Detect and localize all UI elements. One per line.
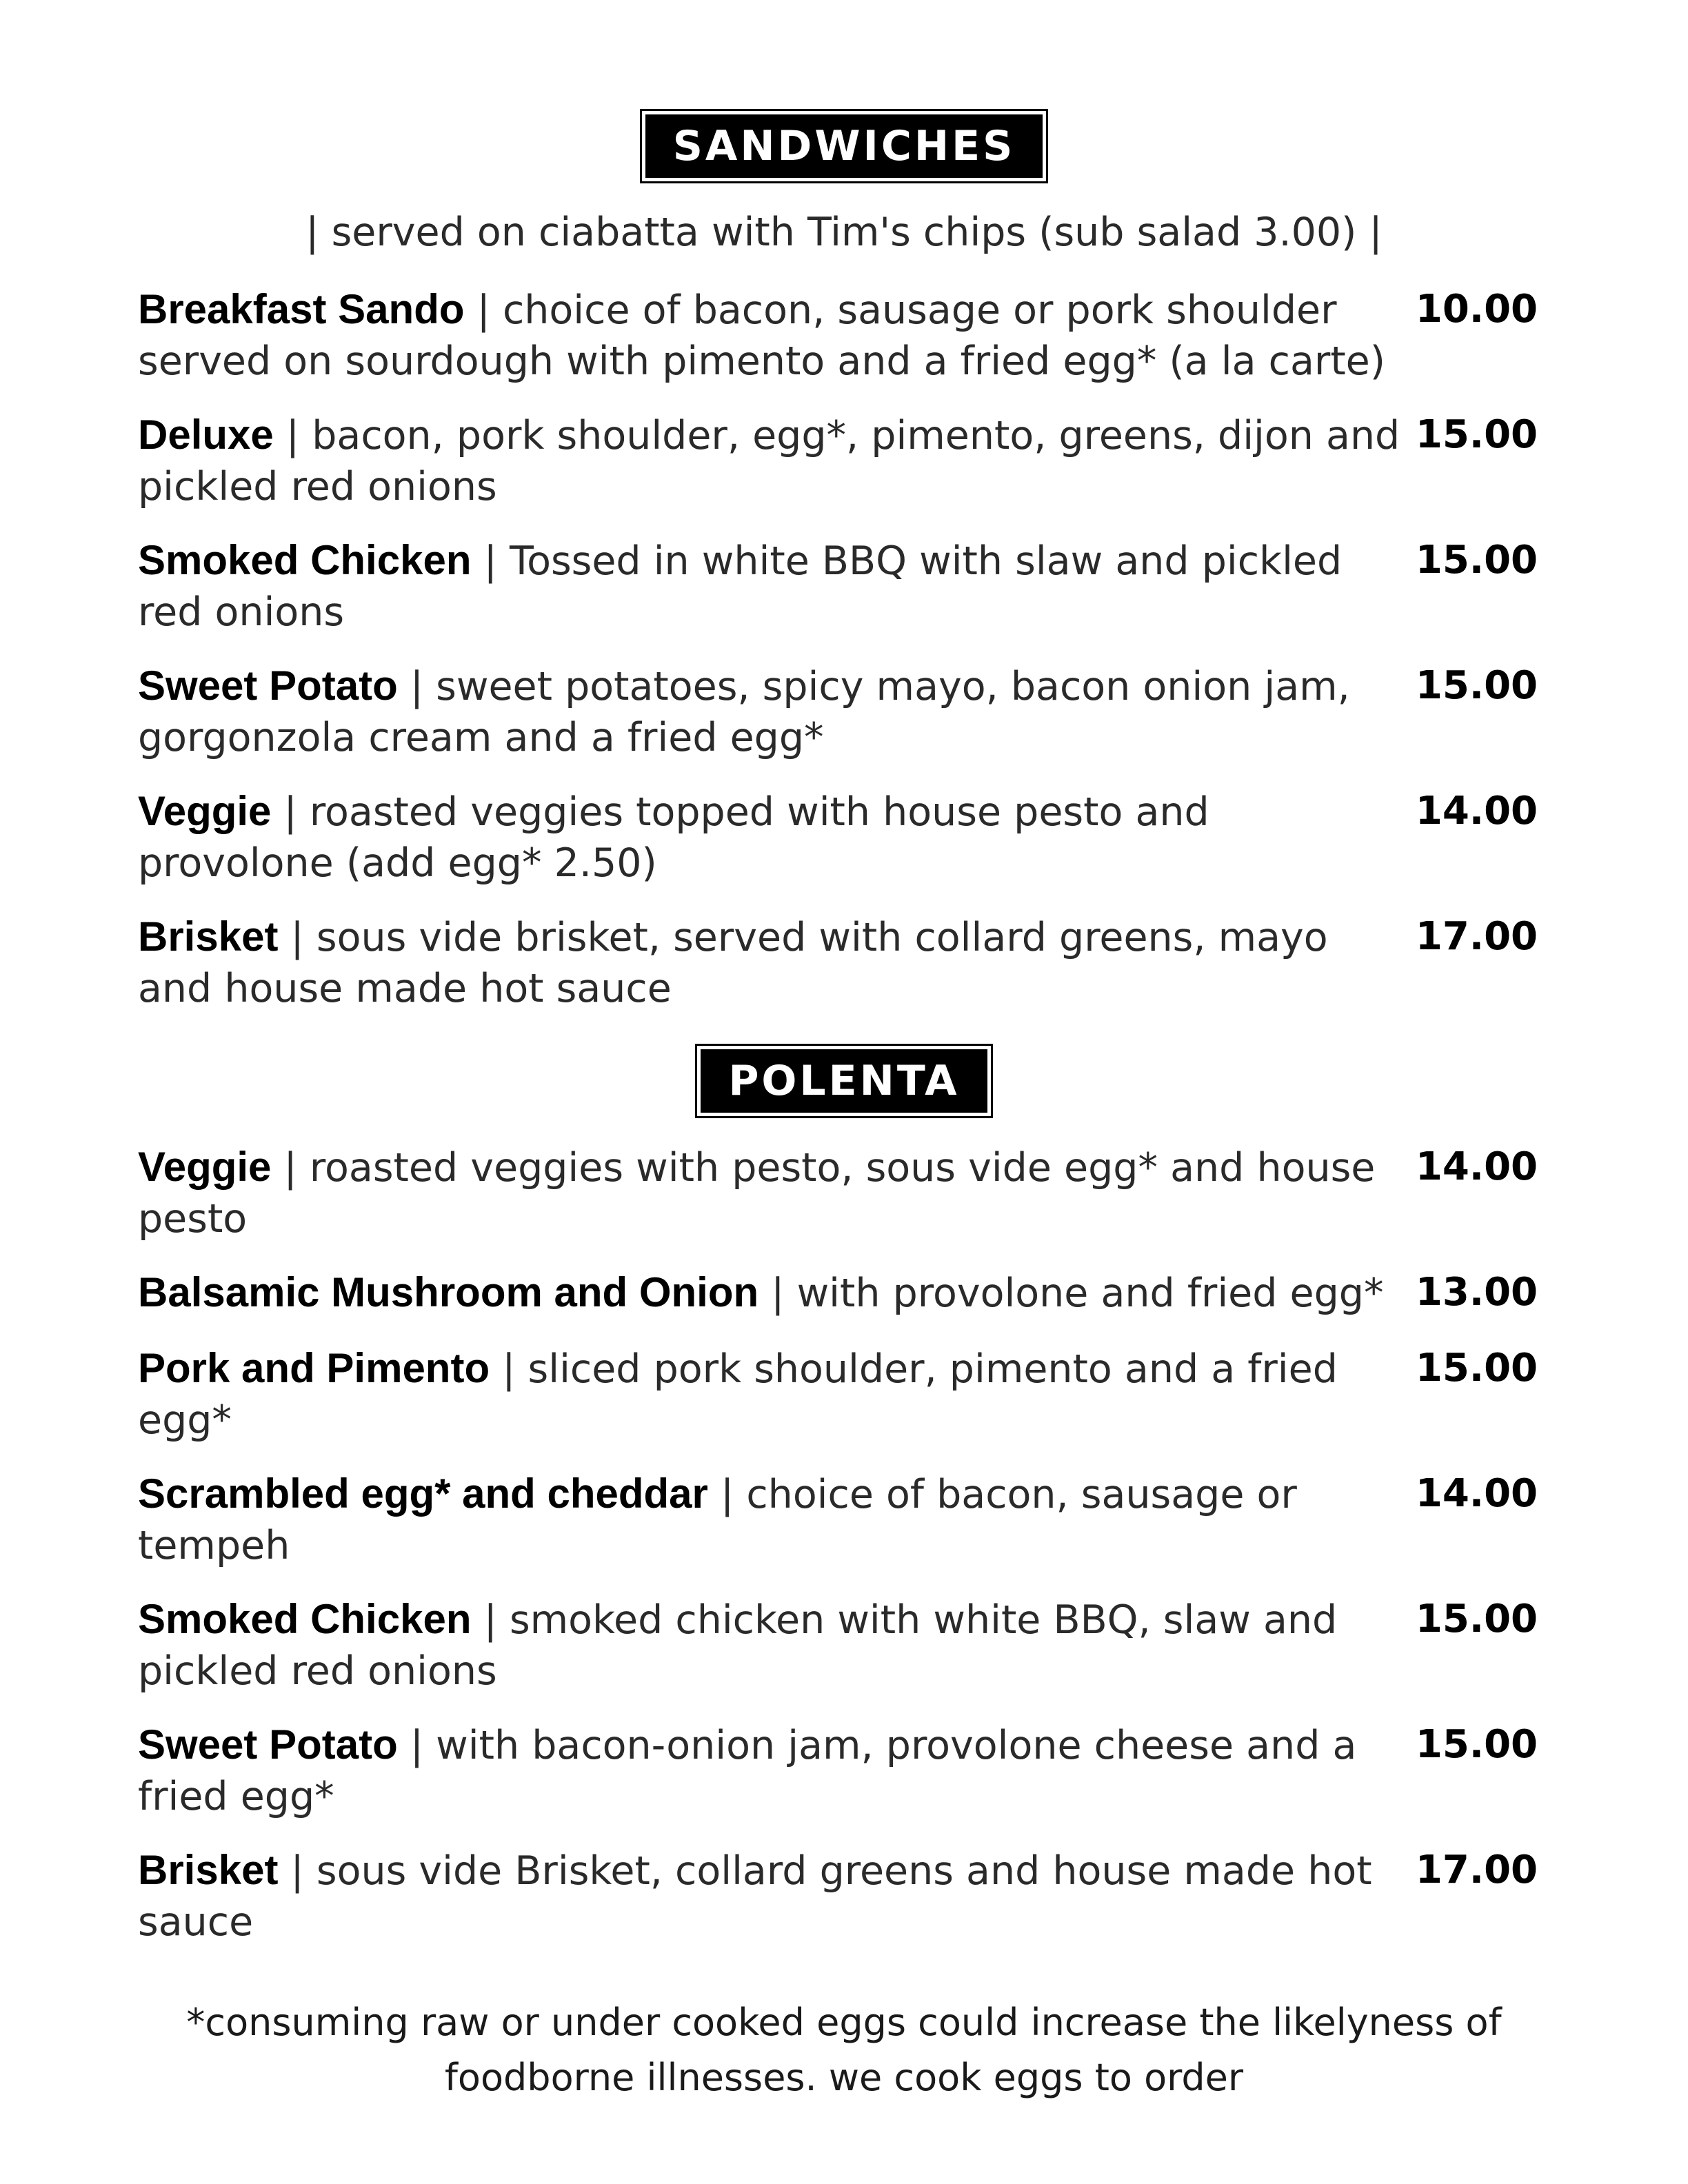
item-price: 14.00 bbox=[1415, 789, 1538, 833]
item-name: Breakfast Sando bbox=[138, 286, 465, 332]
item-price: 15.00 bbox=[1415, 538, 1538, 583]
item-name: Smoked Chicken bbox=[138, 537, 472, 583]
item-description: | with bacon-onion jam, provolone cheese and a fried egg* bbox=[138, 1723, 1357, 1819]
item-price: 10.00 bbox=[1415, 287, 1538, 332]
polenta-item-smoked-chicken bbox=[138, 1594, 1545, 1697]
item-name: Sweet Potato bbox=[138, 663, 398, 709]
item-name: Pork and Pimento bbox=[138, 1345, 490, 1391]
item-name: Brisket bbox=[138, 913, 279, 960]
polenta-item-scrambled-egg bbox=[138, 1468, 1545, 1571]
footnote-line-1: *consuming raw or under cooked eggs could increase the likelyness of bbox=[186, 2001, 1502, 2044]
item-price: 14.00 bbox=[1415, 1144, 1538, 1189]
polenta-section-title: POLENTA bbox=[701, 1049, 987, 1113]
sandwich-item-sweet-potato bbox=[138, 660, 1545, 763]
item-description: | sweet potatoes, spicy mayo, bacon onion jam, gorgonzola cream and a fried egg* bbox=[138, 664, 1350, 760]
polenta-item-brisket bbox=[138, 1845, 1545, 1948]
item-name: Veggie bbox=[138, 788, 272, 834]
item-description: | sous vide brisket, served with collard greens, mayo and house made hot sauce bbox=[138, 915, 1328, 1011]
item-description: | sous vide Brisket, collard greens and house made hot sauce bbox=[138, 1848, 1372, 1945]
item-price: 15.00 bbox=[1415, 663, 1538, 708]
item-description: | choice of bacon, sausage or pork shoulder served on sourdough with pimento and a fried egg* (a la carte) bbox=[138, 287, 1385, 384]
item-price: 15.00 bbox=[1415, 1722, 1538, 1767]
item-name: Balsamic Mushroom and Onion bbox=[138, 1269, 759, 1315]
sandwich-item-veggie bbox=[138, 786, 1545, 889]
item-price: 15.00 bbox=[1415, 1346, 1538, 1391]
polenta-item-veggie bbox=[138, 1142, 1545, 1244]
item-price: 13.00 bbox=[1415, 1270, 1538, 1315]
item-price: 17.00 bbox=[1415, 1848, 1538, 1892]
item-description: | choice of bacon, sausage or tempeh bbox=[138, 1472, 1297, 1568]
sandwich-item-breakfast-sando bbox=[138, 284, 1545, 387]
item-description: | with provolone and fried egg* bbox=[758, 1271, 1384, 1316]
item-description: | roasted veggies with pesto, sous vide egg* and house pesto bbox=[138, 1145, 1376, 1242]
sandwiches-header-wrap bbox=[0, 114, 1688, 178]
footnote-line-2: foodborne illnesses. we cook eggs to order bbox=[444, 2056, 1244, 2099]
item-price: 15.00 bbox=[1415, 412, 1538, 457]
item-description: | sliced pork shoulder, pimento and a fried egg* bbox=[138, 1346, 1338, 1443]
sandwiches-section-title: SANDWICHES bbox=[645, 114, 1043, 178]
sandwich-item-deluxe bbox=[138, 410, 1545, 512]
item-description: | roasted veggies topped with house pesto and provolone (add egg* 2.50) bbox=[138, 789, 1209, 886]
item-description: | bacon, pork shoulder, egg*, pimento, greens, dijon and pickled red onions bbox=[138, 413, 1400, 509]
sandwiches-subtitle: | served on ciabatta with Tim's chips (sub salad 3.00) | bbox=[305, 210, 1383, 255]
item-name: Deluxe bbox=[138, 412, 274, 458]
item-name: Veggie bbox=[138, 1144, 272, 1190]
polenta-header-wrap bbox=[0, 1049, 1688, 1113]
item-description: | Tossed in white BBQ with slaw and pickled red onions bbox=[138, 538, 1343, 635]
item-description: | smoked chicken with white BBQ, slaw and pickled red onions bbox=[138, 1597, 1338, 1694]
item-price: 15.00 bbox=[1415, 1597, 1538, 1641]
item-name: Smoked Chicken bbox=[138, 1596, 472, 1642]
polenta-item-pork-and-pimento bbox=[138, 1343, 1545, 1446]
item-name: Brisket bbox=[138, 1847, 279, 1893]
item-price: 17.00 bbox=[1415, 914, 1538, 959]
item-name: Sweet Potato bbox=[138, 1721, 398, 1768]
item-name: Scrambled egg* and cheddar bbox=[138, 1470, 708, 1517]
polenta-item-balsamic-mushroom bbox=[138, 1267, 1545, 1319]
sandwich-item-brisket bbox=[138, 911, 1545, 1014]
sandwich-item-smoked-chicken bbox=[138, 535, 1545, 638]
item-price: 14.00 bbox=[1415, 1471, 1538, 1516]
polenta-item-sweet-potato bbox=[138, 1719, 1545, 1822]
